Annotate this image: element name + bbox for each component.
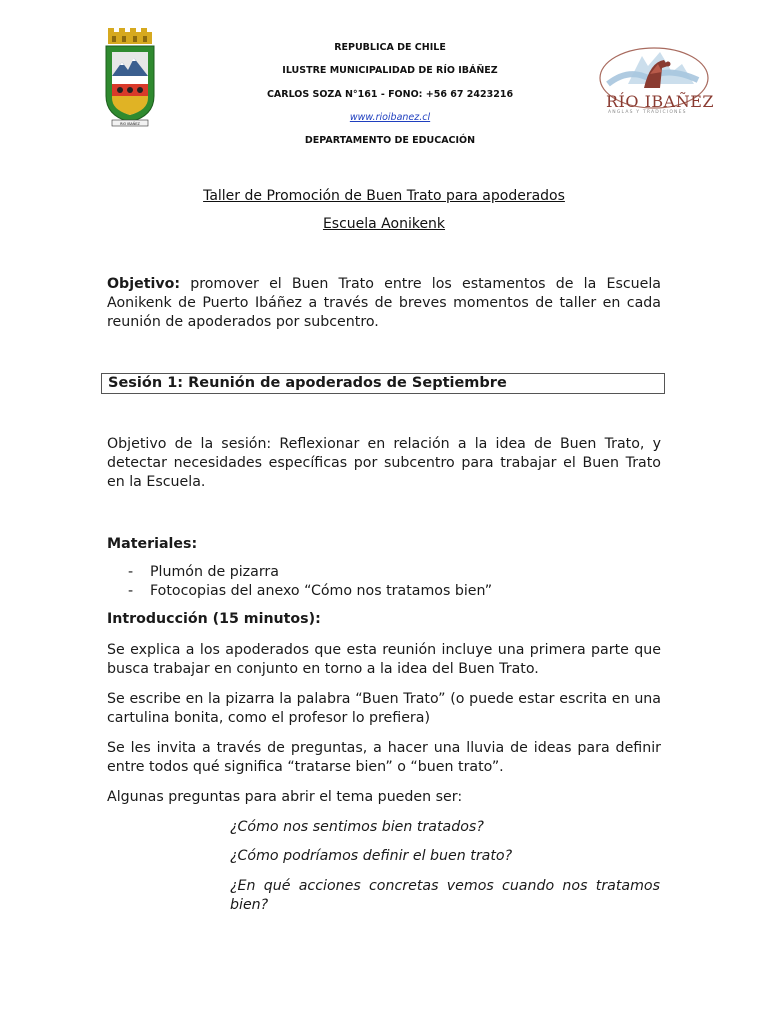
materials-list xyxy=(128,563,658,601)
municipal-crest-icon xyxy=(100,26,160,130)
intro-paragraph: Se explica a los apoderados que esta reunión incluye una primera parte que busca trabajar en conjunto en torno a la idea del Buen Trato. xyxy=(107,642,661,677)
guiding-question: ¿Cómo podríamos definir el buen trato? xyxy=(230,848,513,864)
guiding-question: ¿Cómo nos sentimos bien tratados? xyxy=(230,819,484,835)
website-link[interactable]: www.rioibanez.cl xyxy=(349,111,431,123)
header-line-municipality: ILUSTRE MUNICIPALIDAD DE RÍO IBÁÑEZ xyxy=(282,65,498,77)
header-line-address: CARLOS SOZA N°161 - FONO: +56 67 2423216 xyxy=(266,88,514,100)
materials-heading: Materiales: xyxy=(107,536,198,552)
objective-paragraph xyxy=(107,275,661,332)
materials-item-label: Plumón de pizarra xyxy=(150,564,279,580)
list-item: - Fotocopias del anexo “Cómo nos tratamos bien” xyxy=(128,583,493,599)
guiding-question: ¿En qué acciones concretas vemos cuando nos tratamos bien? xyxy=(230,878,660,913)
intro-paragraph: Se escribe en la pizarra la palabra “Buen Trato” (o puede estar escrita en una cartulina bonita, como el profesor lo prefiera) xyxy=(107,691,661,726)
objective-text: promover el Buen Trato entre los estamentos de la Escuela Aonikenk de Puerto Ibáñez a través de breves momentos de taller en cada reunión de apoderados por subcentro. xyxy=(107,276,661,330)
header-line-country: REPUBLICA DE CHILE xyxy=(334,42,446,53)
introduction-heading: Introducción (15 minutos): xyxy=(107,611,321,627)
crest-banner-text: RIO IBAÑEZ xyxy=(120,121,140,126)
session-heading-box xyxy=(101,373,665,394)
logo-wordmark: RÍO IBAÑEZ xyxy=(606,92,714,111)
objective-label: Objetivo: xyxy=(107,276,181,292)
session-objective: Objetivo de la sesión: Reflexionar en relación a la idea de Buen Trato, y detectar necesidades específicas por subcentro para trabajar el Buen Trato en la Escuela. xyxy=(107,436,661,490)
letterhead xyxy=(180,36,600,152)
intro-paragraph: Algunas preguntas para abrir el tema pueden ser: xyxy=(107,789,463,805)
list-item: - Plumón de pizarra xyxy=(128,564,279,580)
logo-tagline: ANGLAS Y TRADICIONES xyxy=(608,110,687,115)
header-line-department: DEPARTAMENTO DE EDUCACIÓN xyxy=(304,135,476,147)
document-title: Taller de Promoción de Buen Trato para apoderados xyxy=(203,188,565,204)
intro-paragraph: Se les invita a través de preguntas, a hacer una lluvia de ideas para definir entre todos qué significa “tratarse bien” o “buen trato”. xyxy=(107,740,661,775)
document-subtitle: Escuela Aonikenk xyxy=(322,216,446,232)
materials-item-label: Fotocopias del anexo “Cómo nos tratamos bien” xyxy=(150,583,493,599)
session-title: Sesión 1: Reunión de apoderados de Septiembre xyxy=(108,375,507,391)
